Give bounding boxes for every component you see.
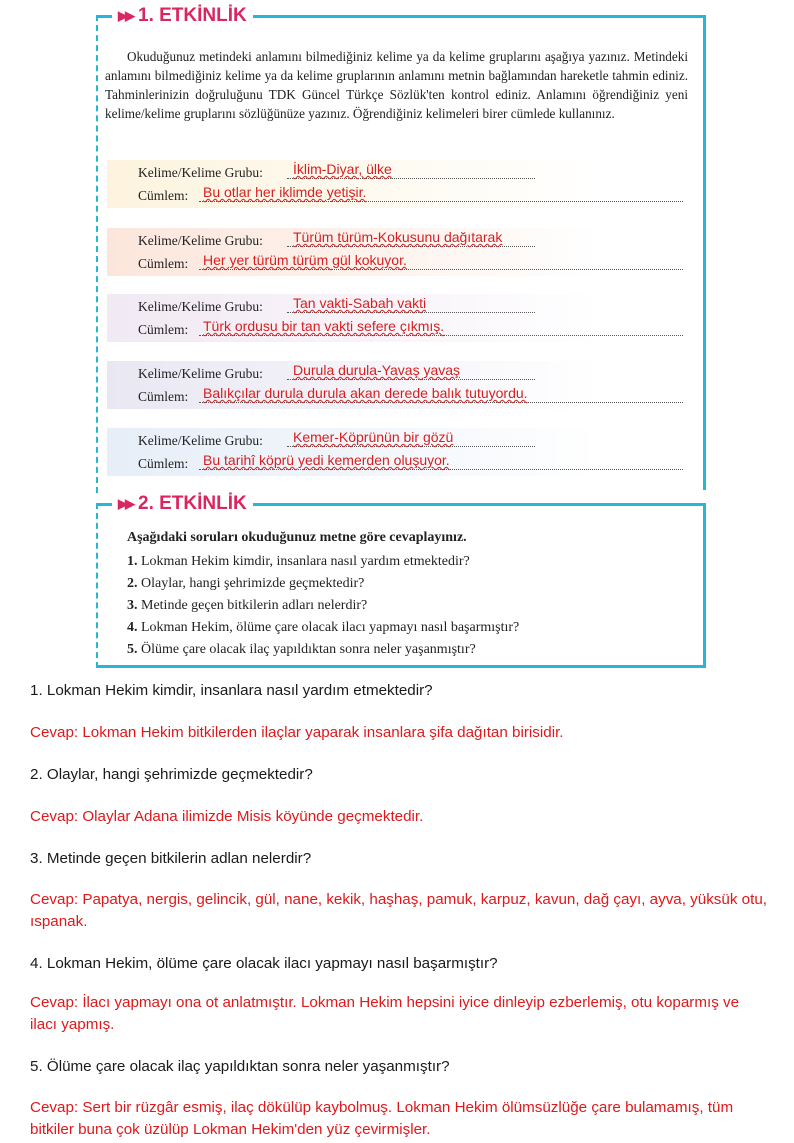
vocab-entry	[107, 428, 685, 476]
sentence-label: Cümlem:	[138, 322, 189, 337]
vocab-entry	[107, 228, 685, 276]
word-label: Kelime/Kelime Grubu:	[138, 233, 263, 248]
double-arrow-icon: ▶▶	[118, 496, 132, 511]
answer-question-3: 3. Metinde geçen bitkilerin adlan nelerdir?	[30, 850, 312, 867]
activity-2-title-text: 2. ETKİNLİK	[138, 493, 247, 514]
activity-2-heading: Aşağıdaki soruları okuduğunuz metne göre cevaplayınız.	[127, 530, 467, 545]
sentence-answer: Bu tarihî köprü yedi kemerden oluşuyor.	[203, 452, 450, 468]
word-answer: Durula durula-Yavaş yavaş	[293, 362, 461, 378]
vocab-entry	[107, 294, 685, 342]
word-answer: Tan vakti-Sabah vakti	[293, 295, 427, 311]
activity-2-dashed-border	[96, 503, 98, 668]
word-label: Kelime/Kelime Grubu:	[138, 165, 263, 180]
double-arrow-icon: ▶▶	[118, 8, 132, 23]
answer-text-2: Cevap: Olaylar Adana ilimizde Misis köyünde geçmektedir.	[30, 808, 424, 825]
activity-1-dashed-border	[96, 15, 98, 493]
answer-question-1: 1. Lokman Hekim kimdir, insanlara nasıl yardım etmektedir?	[30, 682, 433, 699]
answer-question-5: 5. Ölüme çare olacak ilaç yapıldıktan sonra neler yaşanmıştır?	[30, 1058, 450, 1075]
vocab-entry	[107, 361, 685, 409]
sentence-answer: Balıkçılar durula durula akan derede balık tutuyordu.	[203, 385, 528, 401]
question-list	[127, 551, 697, 661]
list-item: 5. Ölüme çare olacak ilaç yapıldıktan sonra neler yaşanmıştır?	[127, 642, 476, 657]
word-label: Kelime/Kelime Grubu:	[138, 433, 263, 448]
word-answer: İklim-Diyar, ülke	[293, 161, 392, 177]
activity-1-instructions: Okuduğunuz metindeki anlamını bilmediğiniz kelime ya da kelime gruplarını aşağıya yazınız. Metindeki anlamını bilmediğiniz kelime ya da kelime gruplarının anlamını metnin bağlamından hareketle tahmin ediniz. Tahminlerinizin doğruluğunu TDK Güncel Türkçe Sözlük'ten kontrol ediniz. Anlamını öğrendiğiniz yeni kelime/kelime gruplarını sözlüğünüze yazınız. Öğrendiğiniz kelimeleri birer cümlede kullanınız.	[105, 49, 688, 121]
answer-question-4: 4. Lokman Hekim, ölüme çare olacak ilacı yapmayı nasıl başarmıştır?	[30, 955, 498, 972]
list-item: 2. Olaylar, hangi şehrimizde geçmektedir?	[127, 576, 365, 591]
activity-1-title-text: 1. ETKİNLİK	[138, 5, 247, 26]
sentence-answer: Her yer türüm türüm gül kokuyor.	[203, 252, 407, 268]
activity-2-title	[112, 493, 253, 515]
word-answer: Türüm türüm-Kokusunu dağıtarak	[293, 229, 503, 245]
sentence-answer: Bu otlar her iklimde yetişir.	[203, 184, 367, 200]
list-item: 4. Lokman Hekim, ölüme çare olacak ilacı yapmayı nasıl başarmıştır?	[127, 620, 520, 635]
answer-text-5: Cevap: Sert bir rüzgâr esmiş, ilaç dökülüp kaybolmuş. Lokman Hekim ölümsüzlüğe çare bulamamış, tüm bitkiler buna çok üzülüp Lokman Hekim'den yüz çevirmişler.	[30, 1099, 734, 1138]
answer-text-4: Cevap: İlacı yapmayı ona ot anlatmıştır. Lokman Hekim hepsini iyice dinleyip ezberlemiş, otu koparmış ve ilacı yapmış.	[30, 994, 740, 1033]
sentence-answer: Türk ordusu bir tan vakti sefere çıkmış.	[203, 318, 445, 334]
answer-text-3: Cevap: Papatya, nergis, gelincik, gül, nane, kekik, haşhaş, pamuk, karpuz, kavun, dağ çayı, ayva, yüksük otu, ıspanak.	[30, 891, 767, 930]
answer-question-2: 2. Olaylar, hangi şehrimizde geçmektedir?	[30, 766, 313, 783]
word-answer: Kemer-Köprünün bir gözü	[293, 429, 454, 445]
word-label: Kelime/Kelime Grubu:	[138, 299, 263, 314]
answer-text-1: Cevap: Lokman Hekim bitkilerden ilaçlar yaparak insanlara şifa dağıtan birisidir.	[30, 724, 564, 741]
sentence-label: Cümlem:	[138, 389, 189, 404]
vocab-entry	[107, 160, 685, 208]
list-item: 3. Metinde geçen bitkilerin adları nelerdir?	[127, 598, 368, 613]
sentence-label: Cümlem:	[138, 188, 189, 203]
word-label: Kelime/Kelime Grubu:	[138, 366, 263, 381]
sentence-label: Cümlem:	[138, 256, 189, 271]
sentence-label: Cümlem:	[138, 456, 189, 471]
activity-1-title	[112, 5, 253, 27]
list-item: 1. Lokman Hekim kimdir, insanlara nasıl yardım etmektedir?	[127, 554, 470, 569]
